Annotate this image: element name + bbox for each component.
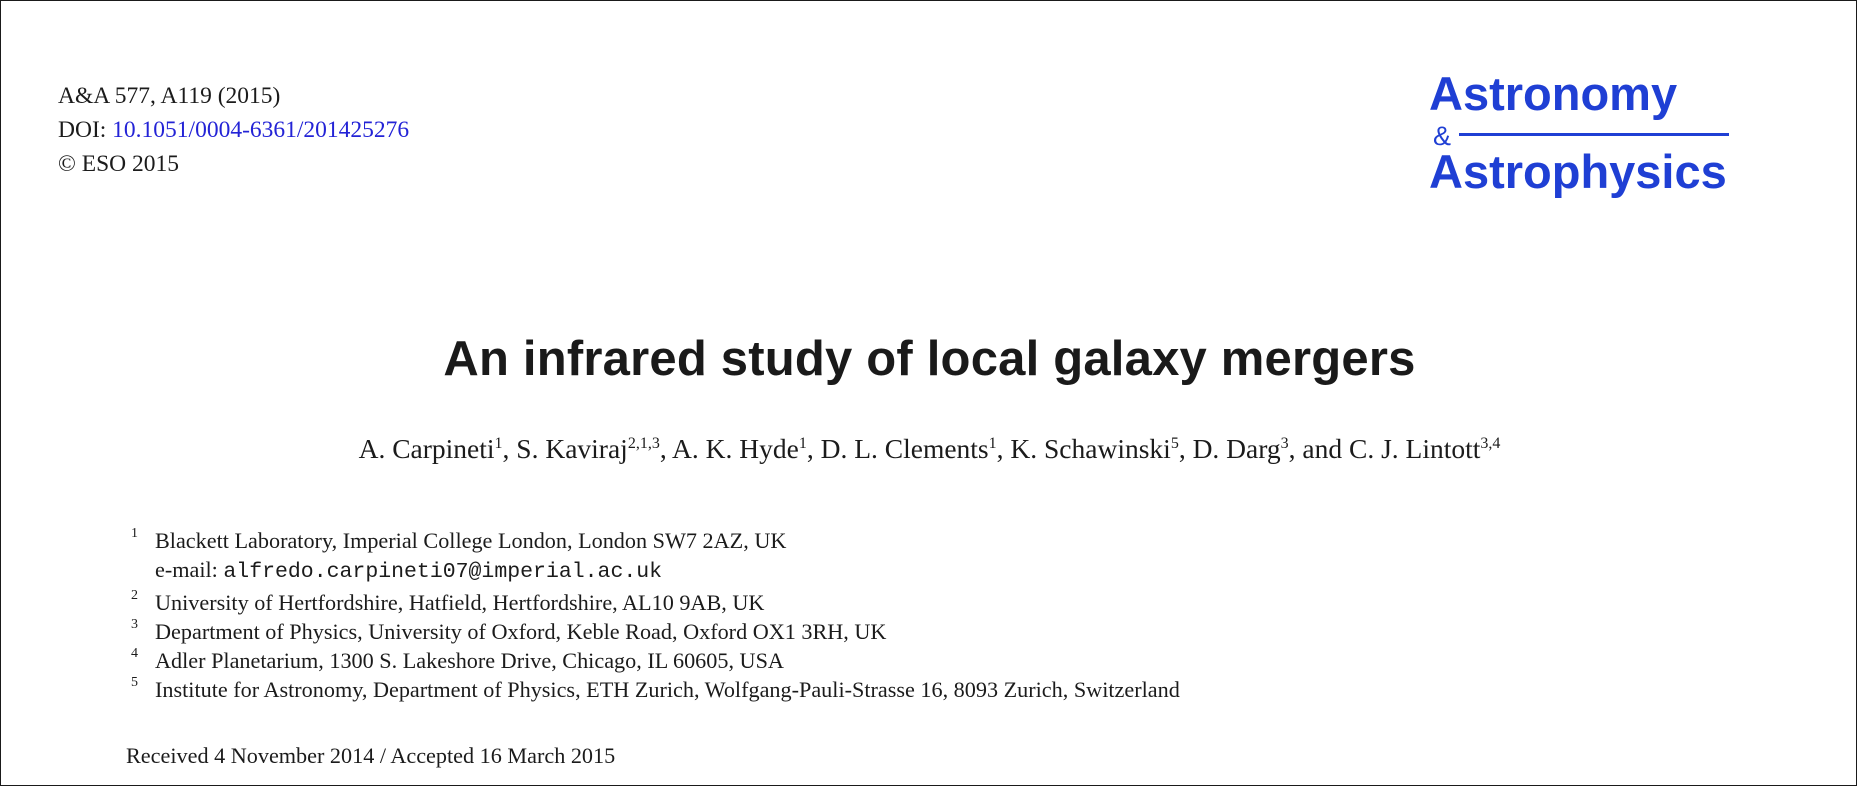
author-name: C. J. Lintott xyxy=(1349,433,1481,464)
affiliation-number: 4 xyxy=(131,646,138,662)
journal-logo xyxy=(1429,68,1809,210)
author-affiliation-marker: 2,1,3 xyxy=(627,435,660,453)
copyright: © ESO 2015 xyxy=(58,151,179,177)
doi-line xyxy=(58,113,409,147)
author-separator: , xyxy=(806,433,821,464)
author xyxy=(516,433,672,464)
affiliation-item xyxy=(126,526,1180,555)
doi-label: DOI: xyxy=(58,117,107,143)
logo-line1: Astronomy xyxy=(1429,68,1678,120)
affiliation-item xyxy=(126,646,1180,675)
author-name: A. Carpineti xyxy=(358,433,495,464)
affiliation-number: 5 xyxy=(131,675,138,691)
author-affiliation-marker: 5 xyxy=(1170,435,1179,453)
author-name: D. L. Clements xyxy=(820,433,989,464)
affiliation-text: Blackett Laboratory, Imperial College London, London SW7 2AZ, UK xyxy=(155,528,787,553)
citation: A&A 577, A119 (2015) xyxy=(58,83,281,109)
email-link[interactable]: alfredo.carpineti07@imperial.ac.uk xyxy=(223,560,663,585)
author-name: A. K. Hyde xyxy=(672,433,799,464)
author-name: S. Kaviraj xyxy=(516,433,628,464)
author xyxy=(1193,433,1349,464)
author-separator: , xyxy=(659,433,673,464)
affiliation-number: 2 xyxy=(131,587,138,603)
paper-title: An infrared study of local galaxy mergers xyxy=(443,332,1416,386)
affiliation-text: Adler Planetarium, 1300 S. Lakeshore Drive, Chicago, IL 60605, USA xyxy=(155,648,784,674)
author-name: K. Schawinski xyxy=(1010,433,1171,464)
author-separator: , and xyxy=(1288,433,1349,464)
logo-ampersand: & xyxy=(1433,121,1452,151)
author-separator: , xyxy=(1178,433,1193,464)
email-row xyxy=(126,555,1180,587)
doi-link[interactable]: 10.1051/0004-6361/201425276 xyxy=(112,117,410,143)
author-affiliation-marker: 1 xyxy=(798,435,807,453)
logo-rule xyxy=(1459,133,1729,136)
author-name: D. Darg xyxy=(1192,433,1281,464)
received-accepted-dates: Received 4 November 2014 / Accepted 16 March 2015 xyxy=(126,743,616,768)
author-affiliation-marker: 1 xyxy=(494,435,503,453)
affiliation-item xyxy=(126,675,1180,704)
author-affiliation-marker: 3 xyxy=(1280,435,1289,453)
author xyxy=(1349,433,1500,464)
affiliation-item xyxy=(126,617,1180,646)
affiliation-text: Institute for Astronomy, Department of Physics, ETH Zurich, Wolfgang-Pauli-Strasse 16, 8093 Zurich, Switzerland xyxy=(155,677,1180,703)
affiliation-number: 1 xyxy=(131,526,138,541)
affiliation-text: University of Hertfordshire, Hatfield, Hertfordshire, AL10 9AB, UK xyxy=(155,589,765,615)
author xyxy=(821,433,1011,464)
affiliation-list xyxy=(126,526,1180,705)
affiliation-item xyxy=(126,588,1180,617)
author-list xyxy=(1,433,1857,465)
author-separator: , xyxy=(502,433,517,464)
author xyxy=(359,433,517,464)
email-label: e-mail: xyxy=(155,557,218,583)
affiliation-number: 3 xyxy=(131,616,138,632)
author xyxy=(672,433,821,464)
author-affiliation-marker: 3,4 xyxy=(1480,435,1501,453)
affiliation-text: Department of Physics, University of Oxford, Keble Road, Oxford OX1 3RH, UK xyxy=(155,618,887,644)
journal-info xyxy=(58,79,409,181)
logo-line2: Astrophysics xyxy=(1429,145,1727,198)
author-separator: , xyxy=(996,433,1011,464)
author xyxy=(1010,433,1192,464)
author-affiliation-marker: 1 xyxy=(988,435,997,453)
